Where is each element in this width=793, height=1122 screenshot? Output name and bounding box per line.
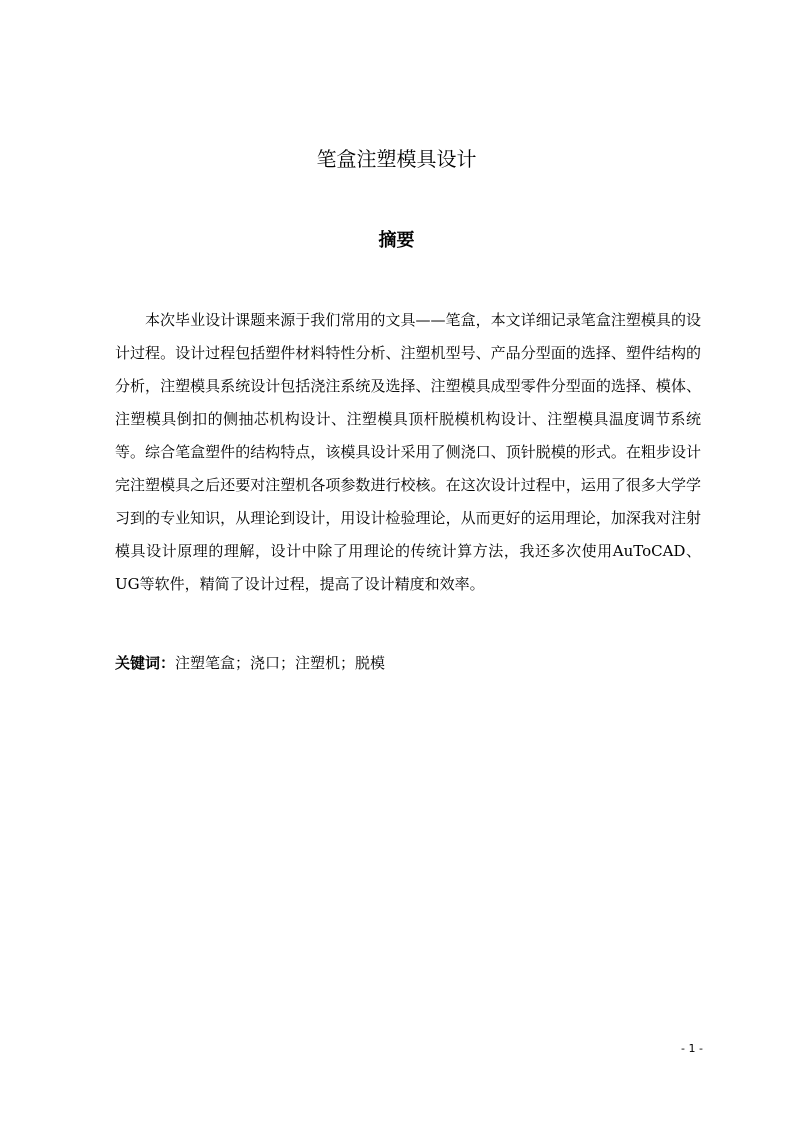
page-number: - 1 - (681, 1042, 703, 1055)
abstract-body: 本次毕业设计课题来源于我们常用的文具——笔盒，本文详细记录笔盒注塑模具的设计过程。设计过程包括塑件材料特性分析、注塑机型号、产品分型面的选择、塑件结构的分析，注塑模具系统设计包括浇注系统及选择、注塑模具成型零件分型面的选择、模体、注塑模具倒扣的侧抽芯机构设计、注塑模具顶杆脱模机构设计、注塑模具温度调节系统等。综合笔盒塑件的结构特点，该模具设计采用了侧浇口、顶针脱模的形式。在粗步设计完注塑模具之后还要对注塑机各项参数进行校核。在这次设计过程中，运用了很多大学学习到的专业知识，从理论到设计，用设计检验理论，从而更好的运用理论，加深我对注射模具设计原理的理解，设计中除了用理论的传统计算方法，我还多次使用AuToCAD、UG等软件，精简了设计过程，提高了设计精度和效率。 (115, 311, 701, 593)
keywords-label: 关键词： (115, 654, 176, 672)
page-title: 笔盒注塑模具设计 (316, 147, 477, 171)
keywords-line (115, 651, 701, 675)
abstract-heading: 摘要 (378, 230, 415, 251)
keywords-value: 注塑笔盒；浇口；注塑机；脱模 (175, 654, 386, 672)
